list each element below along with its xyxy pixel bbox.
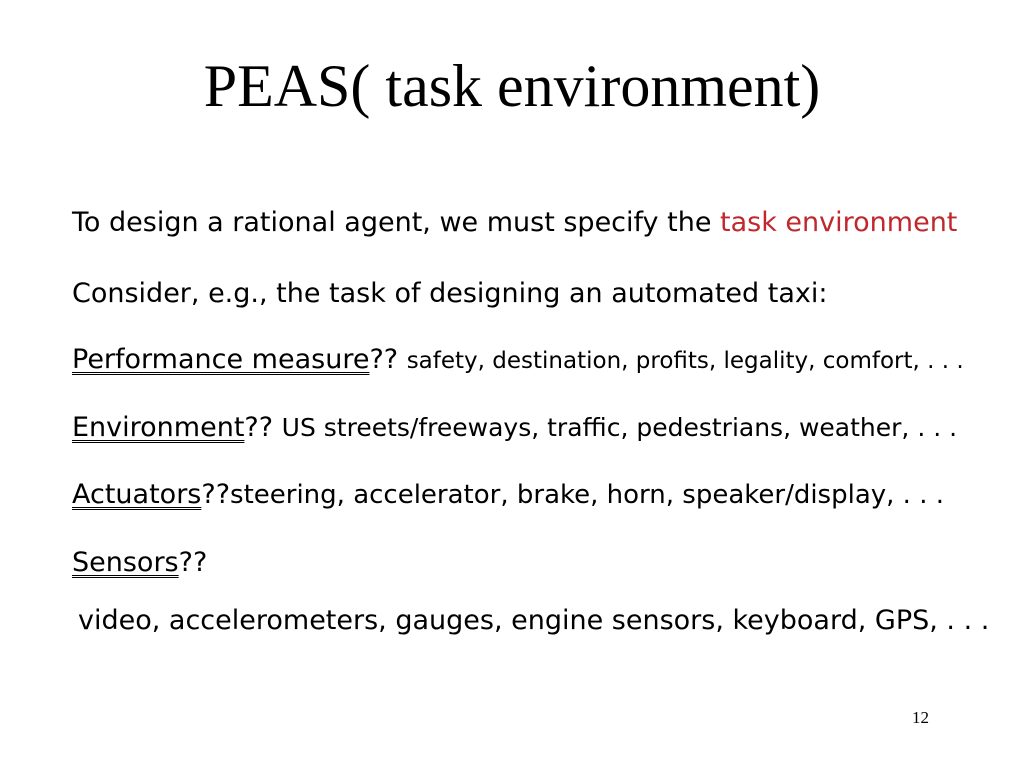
page-number: 12 bbox=[912, 708, 929, 727]
environment-line bbox=[72, 410, 957, 446]
actuators-value: steering, accelerator, brake, horn, speaker/display, . . . bbox=[230, 480, 945, 510]
environment-value: US streets/freeways, traffic, pedestrians, weather, . . . bbox=[281, 413, 958, 442]
intro-line bbox=[72, 205, 957, 241]
performance-marker: ?? bbox=[369, 344, 399, 375]
sensors-line bbox=[72, 545, 207, 581]
environment-label: Environment bbox=[72, 412, 245, 443]
sensors-marker: ?? bbox=[178, 547, 208, 578]
performance-value: safety, destination, profits, legality, comfort, . . . bbox=[406, 348, 964, 374]
actuators-line bbox=[72, 477, 944, 513]
actuators-marker: ?? bbox=[201, 479, 231, 510]
actuators-label: Actuators bbox=[72, 479, 202, 510]
sensors-label: Sensors bbox=[72, 547, 179, 578]
intro-text: To design a rational agent, we must specify the bbox=[72, 207, 721, 238]
intro-highlight: task environment bbox=[720, 207, 958, 238]
sensors-value: video, accelerometers, gauges, engine sensors, keyboard, GPS, . . . bbox=[78, 605, 990, 636]
environment-marker: ?? bbox=[244, 412, 274, 443]
performance-line bbox=[72, 342, 964, 379]
performance-label: Performance measure bbox=[72, 344, 370, 375]
slide-title: PEAS( task environment) bbox=[203, 53, 821, 119]
consider-line: Consider, e.g., the task of designing an automated taxi: bbox=[72, 278, 828, 309]
